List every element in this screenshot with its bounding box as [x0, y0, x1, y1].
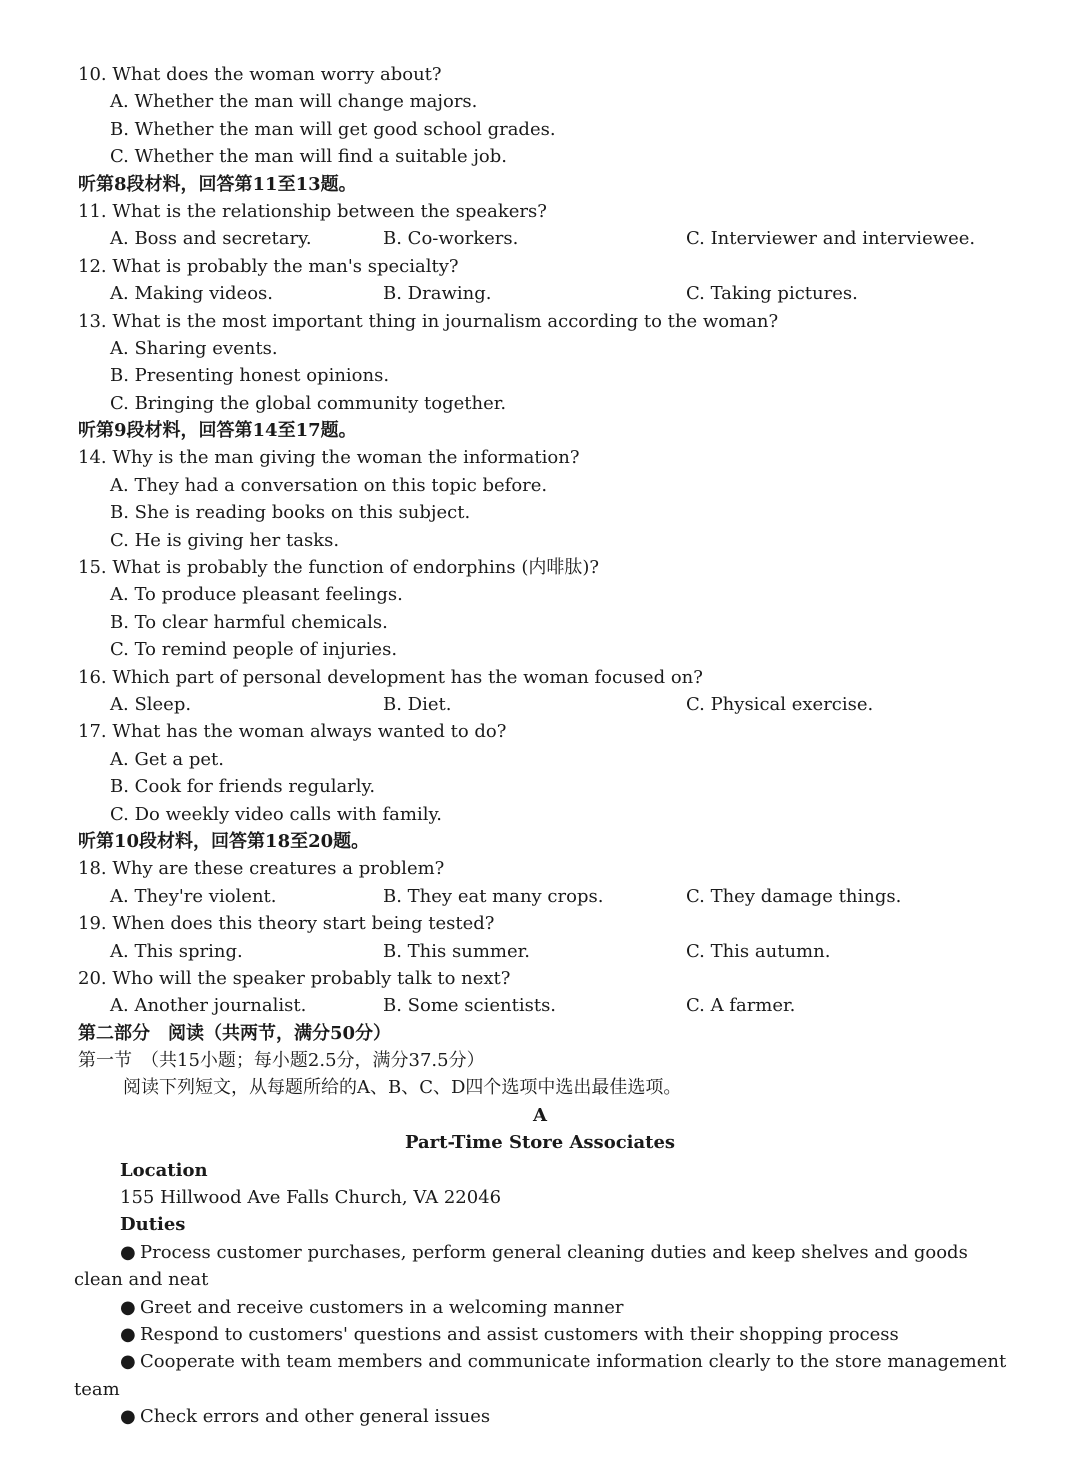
option-18c: C. They damage things.: [686, 885, 902, 907]
passage-title: Part-Time Store Associates: [404, 1132, 676, 1154]
duty-item-4: [0, 1348, 1080, 1375]
bullet-icon: ●: [120, 1351, 136, 1373]
duty-text-5: Check errors and other general issues: [140, 1406, 491, 1428]
option-12a: A. Making videos.: [110, 283, 274, 305]
location-address: 155 Hillwood Ave Falls Church, VA 22046: [120, 1187, 502, 1209]
question-16: 16. Which part of personal development has the woman focused on?: [78, 666, 703, 688]
option-14c: C. He is giving her tasks.: [110, 529, 340, 551]
option-19c: C. This autumn.: [686, 940, 831, 962]
bullet-icon: ●: [120, 1323, 136, 1345]
duty-text-4-continued: team: [74, 1378, 120, 1400]
passage-letter: A: [533, 1104, 547, 1126]
option-15c: C. To remind people of injuries.: [110, 639, 398, 661]
exam-page: [0, 61, 1080, 1431]
option-17c: C. Do weekly video calls with family.: [110, 803, 442, 825]
option-17a: A. Get a pet.: [110, 748, 225, 770]
option-11c: C. Interviewer and interviewee.: [686, 228, 976, 250]
option-20c: C. A farmer.: [686, 995, 796, 1017]
option-16a: A. Sleep.: [110, 693, 192, 715]
option-10c: C. Whether the man will find a suitable job.: [110, 146, 508, 168]
question-17: 17. What has the woman always wanted to do?: [78, 721, 507, 743]
bullet-icon: ●: [120, 1241, 136, 1263]
option-18b: B. They eat many crops.: [383, 885, 604, 907]
duty-item-1: [0, 1239, 1080, 1266]
option-11a: A. Boss and secretary.: [110, 228, 312, 250]
question-15: 15. What is probably the function of endorphins (内啡肽)?: [78, 557, 600, 579]
option-12c: C. Taking pictures.: [686, 283, 858, 305]
question-11: 11. What is the relationship between the speakers?: [78, 200, 547, 222]
section-one-heading: 第一节 （共15小题；每小题2.5分，满分37.5分）: [78, 1050, 485, 1072]
options-row-18: [0, 883, 1080, 910]
question-12: 12. What is probably the man's specialty?: [78, 255, 459, 277]
option-12b: B. Drawing.: [383, 283, 492, 305]
listening-direction-9: 听第9段材料，回答第14至17题。: [78, 420, 357, 442]
duty-text-1-continued: clean and neat: [74, 1269, 209, 1291]
option-14b: B. She is reading books on this subject.: [110, 502, 471, 524]
option-20a: A. Another journalist.: [110, 995, 307, 1017]
option-13a: A. Sharing events.: [110, 337, 278, 359]
question-19: 19. When does this theory start being tested?: [78, 913, 495, 935]
bullet-icon: ●: [120, 1296, 136, 1318]
option-19a: A. This spring.: [110, 940, 243, 962]
reading-instruction: 阅读下列短文，从每题所给的A、B、C、D四个选项中选出最佳选项。: [123, 1077, 682, 1099]
option-11b: B. Co-workers.: [383, 228, 519, 250]
options-row-11: [0, 225, 1080, 252]
option-16b: B. Diet.: [383, 693, 452, 715]
option-13b: B. Presenting honest opinions.: [110, 365, 390, 387]
part-two-heading: 第二部分 阅读（共两节，满分50分）: [78, 1022, 392, 1044]
options-row-16: [0, 691, 1080, 718]
duty-item-3: [0, 1321, 1080, 1348]
option-17b: B. Cook for friends regularly.: [110, 776, 376, 798]
duty-text-4: Cooperate with team members and communicate information clearly to the store management: [140, 1351, 1007, 1373]
option-18a: A. They're violent.: [110, 885, 277, 907]
question-13: 13. What is the most important thing in journalism according to the woman?: [78, 310, 779, 332]
option-10b: B. Whether the man will get good school grades.: [110, 118, 556, 140]
question-18: 18. Why are these creatures a problem?: [78, 858, 445, 880]
question-20: 20. Who will the speaker probably talk to next?: [78, 967, 511, 989]
listening-direction-10: 听第10段材料，回答第18至20题。: [78, 830, 370, 852]
option-19b: B. This summer.: [383, 940, 530, 962]
option-13c: C. Bringing the global community together.: [110, 392, 507, 414]
option-15a: A. To produce pleasant feelings.: [110, 584, 403, 606]
option-15b: B. To clear harmful chemicals.: [110, 611, 388, 633]
option-16c: C. Physical exercise.: [686, 693, 874, 715]
location-label: Location: [120, 1159, 208, 1181]
duties-label: Duties: [120, 1214, 186, 1236]
option-20b: B. Some scientists.: [383, 995, 557, 1017]
question-10: 10. What does the woman worry about?: [78, 64, 442, 85]
duty-text-2: Greet and receive customers in a welcoming manner: [140, 1296, 624, 1318]
listening-direction-8: 听第8段材料，回答第11至13题。: [78, 173, 357, 195]
duty-item-2: [0, 1294, 1080, 1321]
option-14a: A. They had a conversation on this topic before.: [110, 474, 548, 496]
duty-text-3: Respond to customers' questions and assist customers with their shopping process: [140, 1323, 899, 1345]
bullet-icon: ●: [120, 1406, 136, 1428]
option-10a: A. Whether the man will change majors.: [110, 91, 478, 113]
options-row-19: [0, 938, 1080, 965]
duty-text-1: Process customer purchases, perform general cleaning duties and keep shelves and goods: [140, 1241, 968, 1263]
question-14: 14. Why is the man giving the woman the information?: [78, 447, 580, 469]
options-row-12: [0, 280, 1080, 307]
duty-item-5: [0, 1403, 1080, 1430]
options-row-20: [0, 992, 1080, 1019]
